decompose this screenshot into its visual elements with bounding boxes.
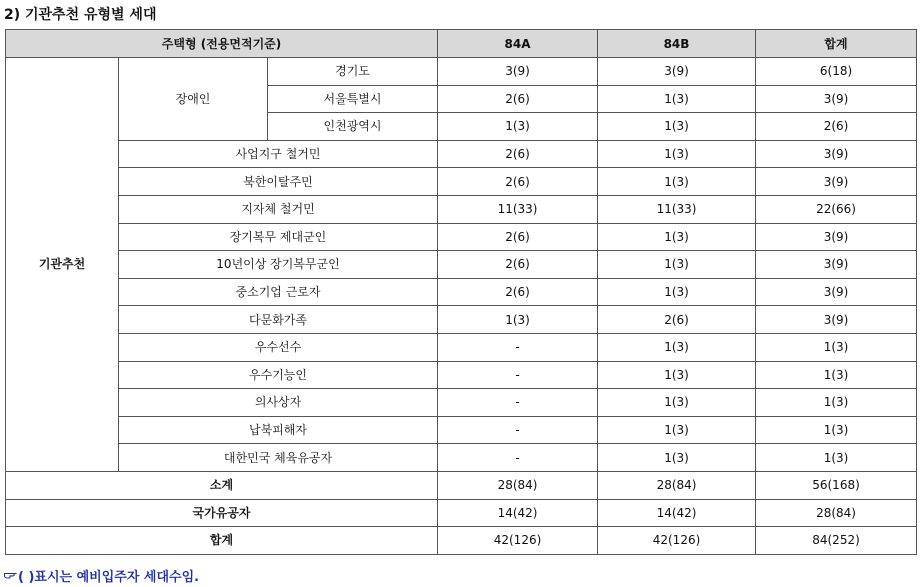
cell-total: 1(3) [756, 389, 917, 417]
cell-84b: 3(9) [598, 58, 756, 86]
category-cell: 기관추천 [6, 58, 119, 472]
row-label: 대한민국 체육유공자 [119, 444, 438, 472]
cell-84b: 1(3) [598, 113, 756, 141]
cell-total: 3(9) [756, 140, 917, 168]
table-row [6, 223, 917, 251]
disabled-group-cell: 장애인 [119, 58, 268, 141]
header-total: 합계 [756, 30, 917, 58]
cell-total: 3(9) [756, 306, 917, 334]
table-row [6, 306, 917, 334]
cell-84a: 3(9) [438, 58, 598, 86]
table-row [6, 444, 917, 472]
row-label: 서울특별시 [268, 85, 438, 113]
cell-84a: 14(42) [438, 499, 598, 527]
cell-total: 3(9) [756, 223, 917, 251]
cell-total: 1(3) [756, 361, 917, 389]
cell-84b: 1(3) [598, 278, 756, 306]
household-table [5, 29, 917, 555]
cell-total: 28(84) [756, 499, 917, 527]
cell-84b: 1(3) [598, 223, 756, 251]
cell-total: 1(3) [756, 444, 917, 472]
grand-total-label: 합계 [6, 527, 438, 555]
table-row [6, 278, 917, 306]
table-row [6, 389, 917, 417]
cell-84a: 2(6) [438, 85, 598, 113]
row-label: 의사상자 [119, 389, 438, 417]
table-row [6, 140, 917, 168]
row-label: 다문화가족 [119, 306, 438, 334]
cell-84b: 1(3) [598, 361, 756, 389]
cell-84a: - [438, 389, 598, 417]
cell-84b: 11(33) [598, 195, 756, 223]
table-row [6, 416, 917, 444]
cell-total: 6(18) [756, 58, 917, 86]
cell-84a: 28(84) [438, 471, 598, 499]
table-row [6, 195, 917, 223]
row-label: 장기복무 제대군인 [119, 223, 438, 251]
cell-total: 84(252) [756, 527, 917, 555]
cell-84b: 2(6) [598, 306, 756, 334]
cell-84a: 2(6) [438, 223, 598, 251]
cell-total: 3(9) [756, 278, 917, 306]
cell-84b: 1(3) [598, 168, 756, 196]
cell-84b: 1(3) [598, 85, 756, 113]
cell-total: 56(168) [756, 471, 917, 499]
footnote-text: ( )표시는 예비입주자 세대수임. [18, 570, 200, 585]
cell-total: 22(66) [756, 195, 917, 223]
row-label: 북한이탈주민 [119, 168, 438, 196]
header-84a: 84A [438, 30, 598, 58]
cell-total: 3(9) [756, 251, 917, 279]
pointing-hand-icon [4, 571, 17, 580]
row-label: 우수선수 [119, 333, 438, 361]
cell-84b: 28(84) [598, 471, 756, 499]
footnote [4, 566, 199, 585]
cell-84b: 1(3) [598, 333, 756, 361]
cell-84a: - [438, 361, 598, 389]
cell-84b: 1(3) [598, 251, 756, 279]
cell-84a: 2(6) [438, 140, 598, 168]
subtotal-row [6, 471, 917, 499]
cell-84a: 11(33) [438, 195, 598, 223]
table-row [6, 58, 917, 86]
row-label: 10년이상 장기복무군인 [119, 251, 438, 279]
cell-84a: 2(6) [438, 278, 598, 306]
row-label: 인천광역시 [268, 113, 438, 141]
table-row [6, 333, 917, 361]
cell-84a: 42(126) [438, 527, 598, 555]
table-header-row [6, 30, 917, 58]
table-row [6, 361, 917, 389]
cell-84b: 1(3) [598, 444, 756, 472]
cell-84a: - [438, 444, 598, 472]
cell-84b: 42(126) [598, 527, 756, 555]
subtotal-label: 소계 [6, 471, 438, 499]
cell-total: 1(3) [756, 333, 917, 361]
row-label: 경기도 [268, 58, 438, 86]
row-label: 사업지구 철거민 [119, 140, 438, 168]
table-row [6, 251, 917, 279]
veterans-row [6, 499, 917, 527]
row-label: 납북피해자 [119, 416, 438, 444]
header-type: 주택형 (전용면적기준) [6, 30, 438, 58]
cell-84b: 14(42) [598, 499, 756, 527]
row-label: 우수기능인 [119, 361, 438, 389]
table-row [6, 168, 917, 196]
header-84b: 84B [598, 30, 756, 58]
grand-total-row [6, 527, 917, 555]
cell-total: 3(9) [756, 168, 917, 196]
cell-84b: 1(3) [598, 416, 756, 444]
cell-84b: 1(3) [598, 140, 756, 168]
cell-84b: 1(3) [598, 389, 756, 417]
cell-84a: - [438, 416, 598, 444]
section-title: 2) 기관추천 유형별 세대 [4, 7, 157, 23]
cell-84a: 2(6) [438, 251, 598, 279]
cell-84a: 1(3) [438, 306, 598, 334]
cell-total: 2(6) [756, 113, 917, 141]
veterans-label: 국가유공자 [6, 499, 438, 527]
cell-84a: - [438, 333, 598, 361]
cell-84a: 2(6) [438, 168, 598, 196]
row-label: 중소기업 근로자 [119, 278, 438, 306]
cell-total: 1(3) [756, 416, 917, 444]
cell-total: 3(9) [756, 85, 917, 113]
row-label: 지자체 철거민 [119, 195, 438, 223]
cell-84a: 1(3) [438, 113, 598, 141]
